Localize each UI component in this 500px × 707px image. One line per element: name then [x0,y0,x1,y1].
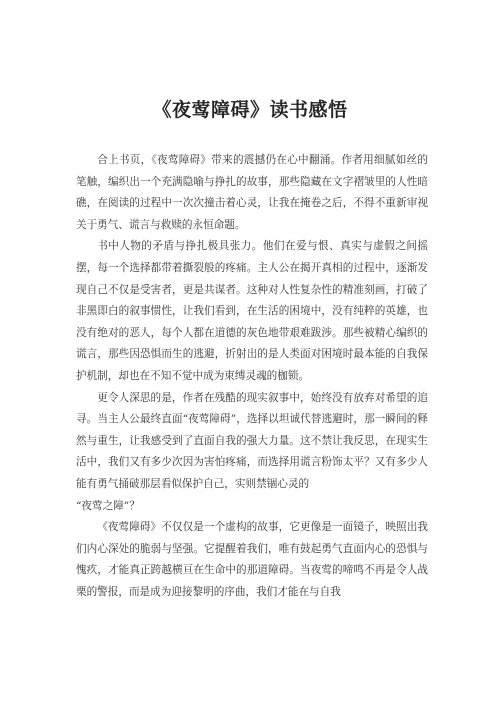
paragraph-4: 《夜莺障碍》不仅仅是一个虚构的故事，它更像是一面镜子，映照出我们内心深处的脆弱与坚强。它提醒着我们，唯有鼓起勇气直面内心的恐惧与愧疚，才能真正跨越横亘在生命中的那道障碍。当夜莺的啼鸣不再是令人战栗的警报，而是成为迎接黎明的序曲，我们才能在与自我 [76,521,428,598]
paragraph-3-continuation: “夜莺之障”？ [76,499,140,512]
document-title: 《夜莺障碍》读书感悟 [152,99,348,121]
paragraph-1: 合上书页，《夜莺障碍》带来的震撼仍在心中翻涌。作者用细腻如丝的笔触，编织出一个充满隐喻与挣扎的故事，那些隐藏在文字褶皱里的人性暗礁，在阅读的过程中一次次撞击着心灵，让我在掩卷之后，不得不重新审视关于勇气、谎言与救赎的永恒命题。 [76,154,428,231]
document-body [76,150,428,603]
paragraph-2: 书中人物的矛盾与挣扎极具张力。他们在爱与恨、真实与虚假之间摇摆，每一个选择都带着撕裂般的疼痛。主人公在揭开真相的过程中，逐渐发现自己不仅是受害者，更是共谋者。这种对人性复杂性的精准刻画，打破了非黑即白的叙事惯性，让我们看到，在生活的困境中，没有纯粹的英雄，也没有绝对的恶人，每个人都在道德的灰色地带艰难跋涉。那些被精心编织的谎言，那些因恐惧而生的逃避，折射出的是人类面对困境时最本能的自我保护机制，却也在不知不觉中成为束缚灵魂的枷锁。 [76,240,428,382]
paragraph-3: 更令人深思的是，作者在残酷的现实叙事中，始终没有放弃对希望的追寻。当主人公最终直面“夜莺障碍”，选择以坦诚代替逃避时，那一瞬间的释然与重生，让我感受到了直面自我的强大力量。这不禁让我反思，在现实生活中，我们又有多少次因为害怕疼痛，而选择用谎言粉饰太平？又有多少人能有勇气捅破那层看似保护自己，实则禁锢心灵的 [76,391,428,490]
